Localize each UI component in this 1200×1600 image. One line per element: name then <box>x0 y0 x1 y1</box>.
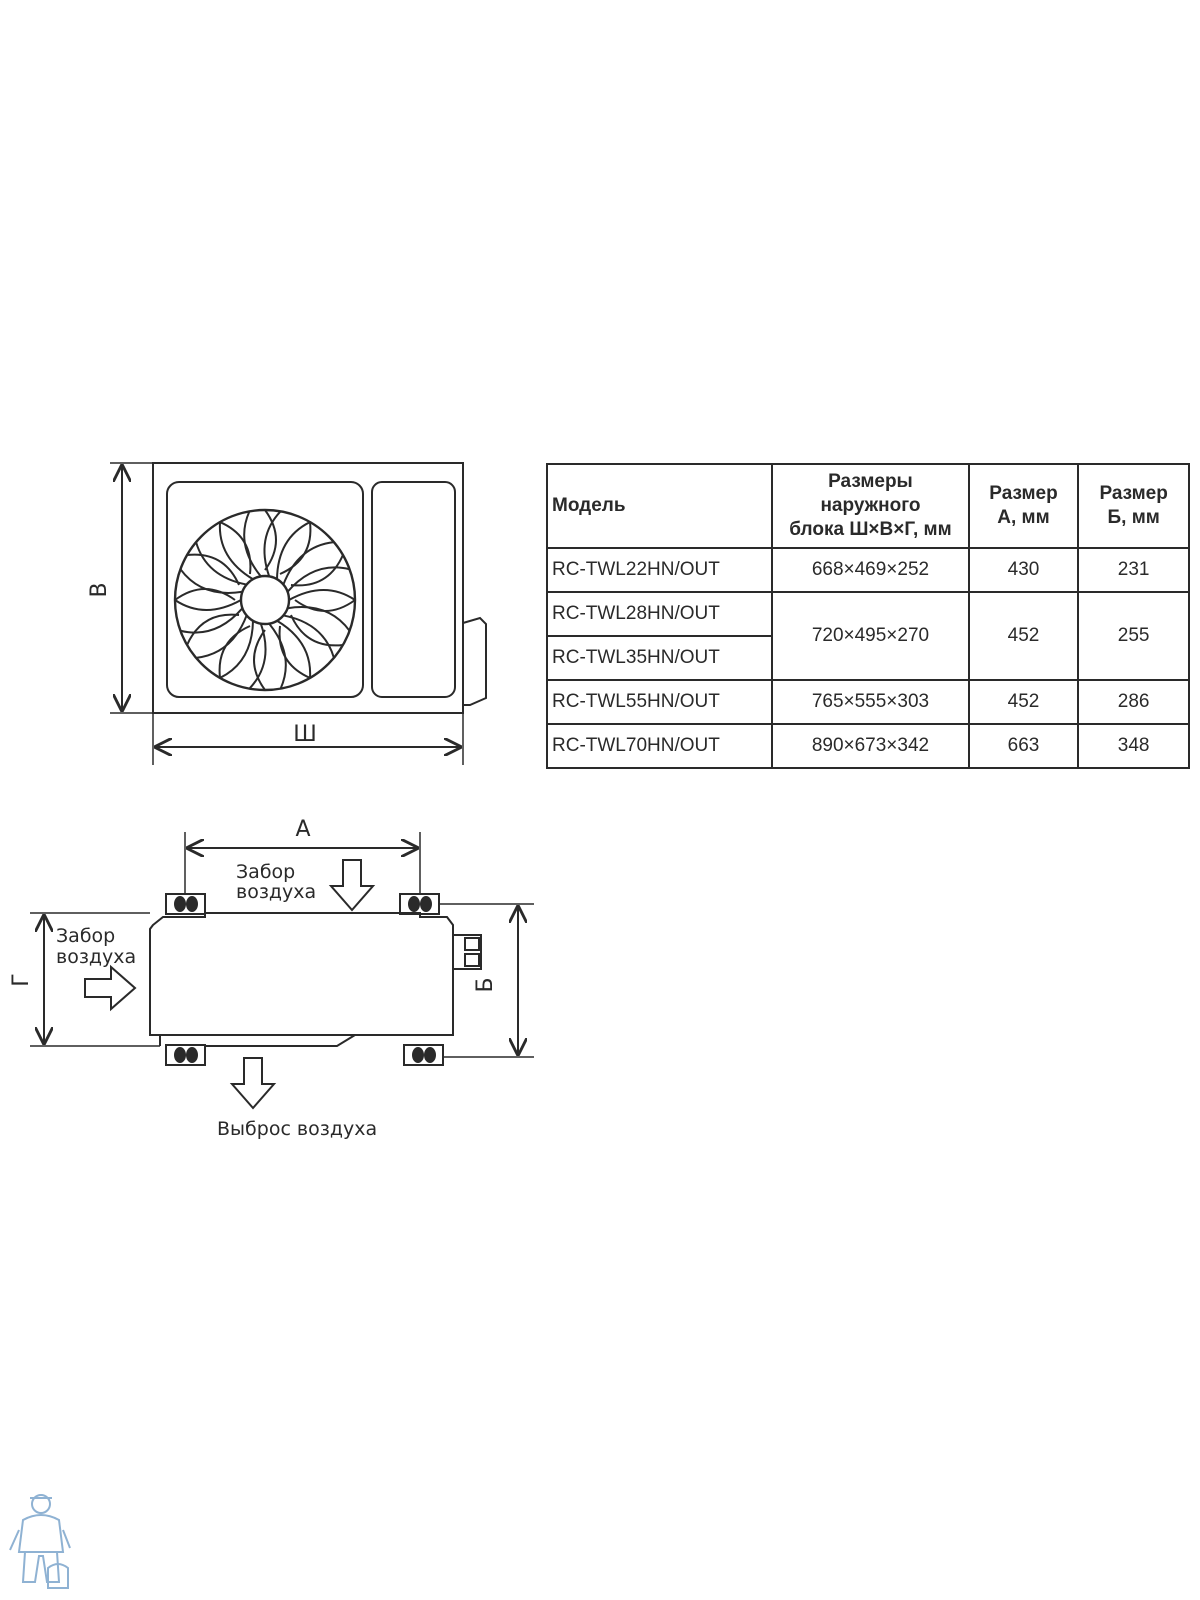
service-valves <box>453 935 481 969</box>
front-unit-body <box>153 463 463 713</box>
dims-cell: 765×555×303 <box>772 680 968 724</box>
mounting-foot-bottom-left <box>166 1045 205 1065</box>
side-panel <box>372 482 455 697</box>
model-cell: RC-TWL22HN/OUT <box>547 548 772 592</box>
model-cell: RC-TWL70HN/OUT <box>547 724 772 768</box>
top-unit-body <box>150 913 453 1035</box>
b-cell: 255 <box>1078 592 1189 680</box>
table-row <box>547 680 1189 724</box>
header-size-a: Размер А, мм <box>969 464 1079 548</box>
arrow-down-intake-icon <box>331 860 373 910</box>
air-intake-left-line-2: воздуха <box>56 946 137 968</box>
table-row <box>547 592 1189 636</box>
air-intake-top-line-1: Забор <box>236 861 296 883</box>
height-label: В <box>87 582 112 598</box>
model-cell: RC-TWL28HN/OUT <box>547 592 772 636</box>
dims-cell: 668×469×252 <box>772 548 968 592</box>
header-dimensions: Размеры наружного блока Ш×В×Г, мм <box>772 464 968 548</box>
plumber-mascot-icon <box>8 1490 74 1596</box>
mounting-foot-top-right <box>400 894 439 914</box>
header-size-b: Размер Б, мм <box>1078 464 1189 548</box>
b-cell: 286 <box>1078 680 1189 724</box>
dims-cell: 720×495×270 <box>772 592 968 680</box>
b-cell: 231 <box>1078 548 1189 592</box>
table-row <box>547 724 1189 768</box>
width-label: Ш <box>293 722 317 747</box>
dimensions-table <box>546 463 1190 769</box>
a-cell: 452 <box>969 680 1079 724</box>
air-intake-top-line-2: воздуха <box>236 881 317 903</box>
arrow-right-intake-icon <box>85 967 135 1009</box>
air-exhaust-label: Выброс воздуха <box>217 1118 378 1140</box>
a-cell: 430 <box>969 548 1079 592</box>
air-intake-left-line-1: Забор <box>56 925 116 947</box>
front-view <box>110 463 486 765</box>
model-cell: RC-TWL55HN/OUT <box>547 680 772 724</box>
g-label: Г <box>9 973 34 987</box>
model-cell: RC-TWL35HN/OUT <box>547 636 772 680</box>
a-label: А <box>295 817 311 842</box>
arrow-down-exhaust-icon <box>232 1058 274 1108</box>
a-cell: 452 <box>969 592 1079 680</box>
header-model: Модель <box>547 464 772 548</box>
a-cell: 663 <box>969 724 1079 768</box>
table-header-row <box>547 464 1189 548</box>
mounting-foot-top-left <box>166 894 205 914</box>
b-label: Б <box>473 977 498 993</box>
mounting-foot-bottom-right <box>404 1045 443 1065</box>
table-row <box>547 548 1189 592</box>
valve-cover <box>463 618 486 705</box>
b-cell: 348 <box>1078 724 1189 768</box>
fan-guard-icon <box>175 510 355 691</box>
dims-cell: 890×673×342 <box>772 724 968 768</box>
